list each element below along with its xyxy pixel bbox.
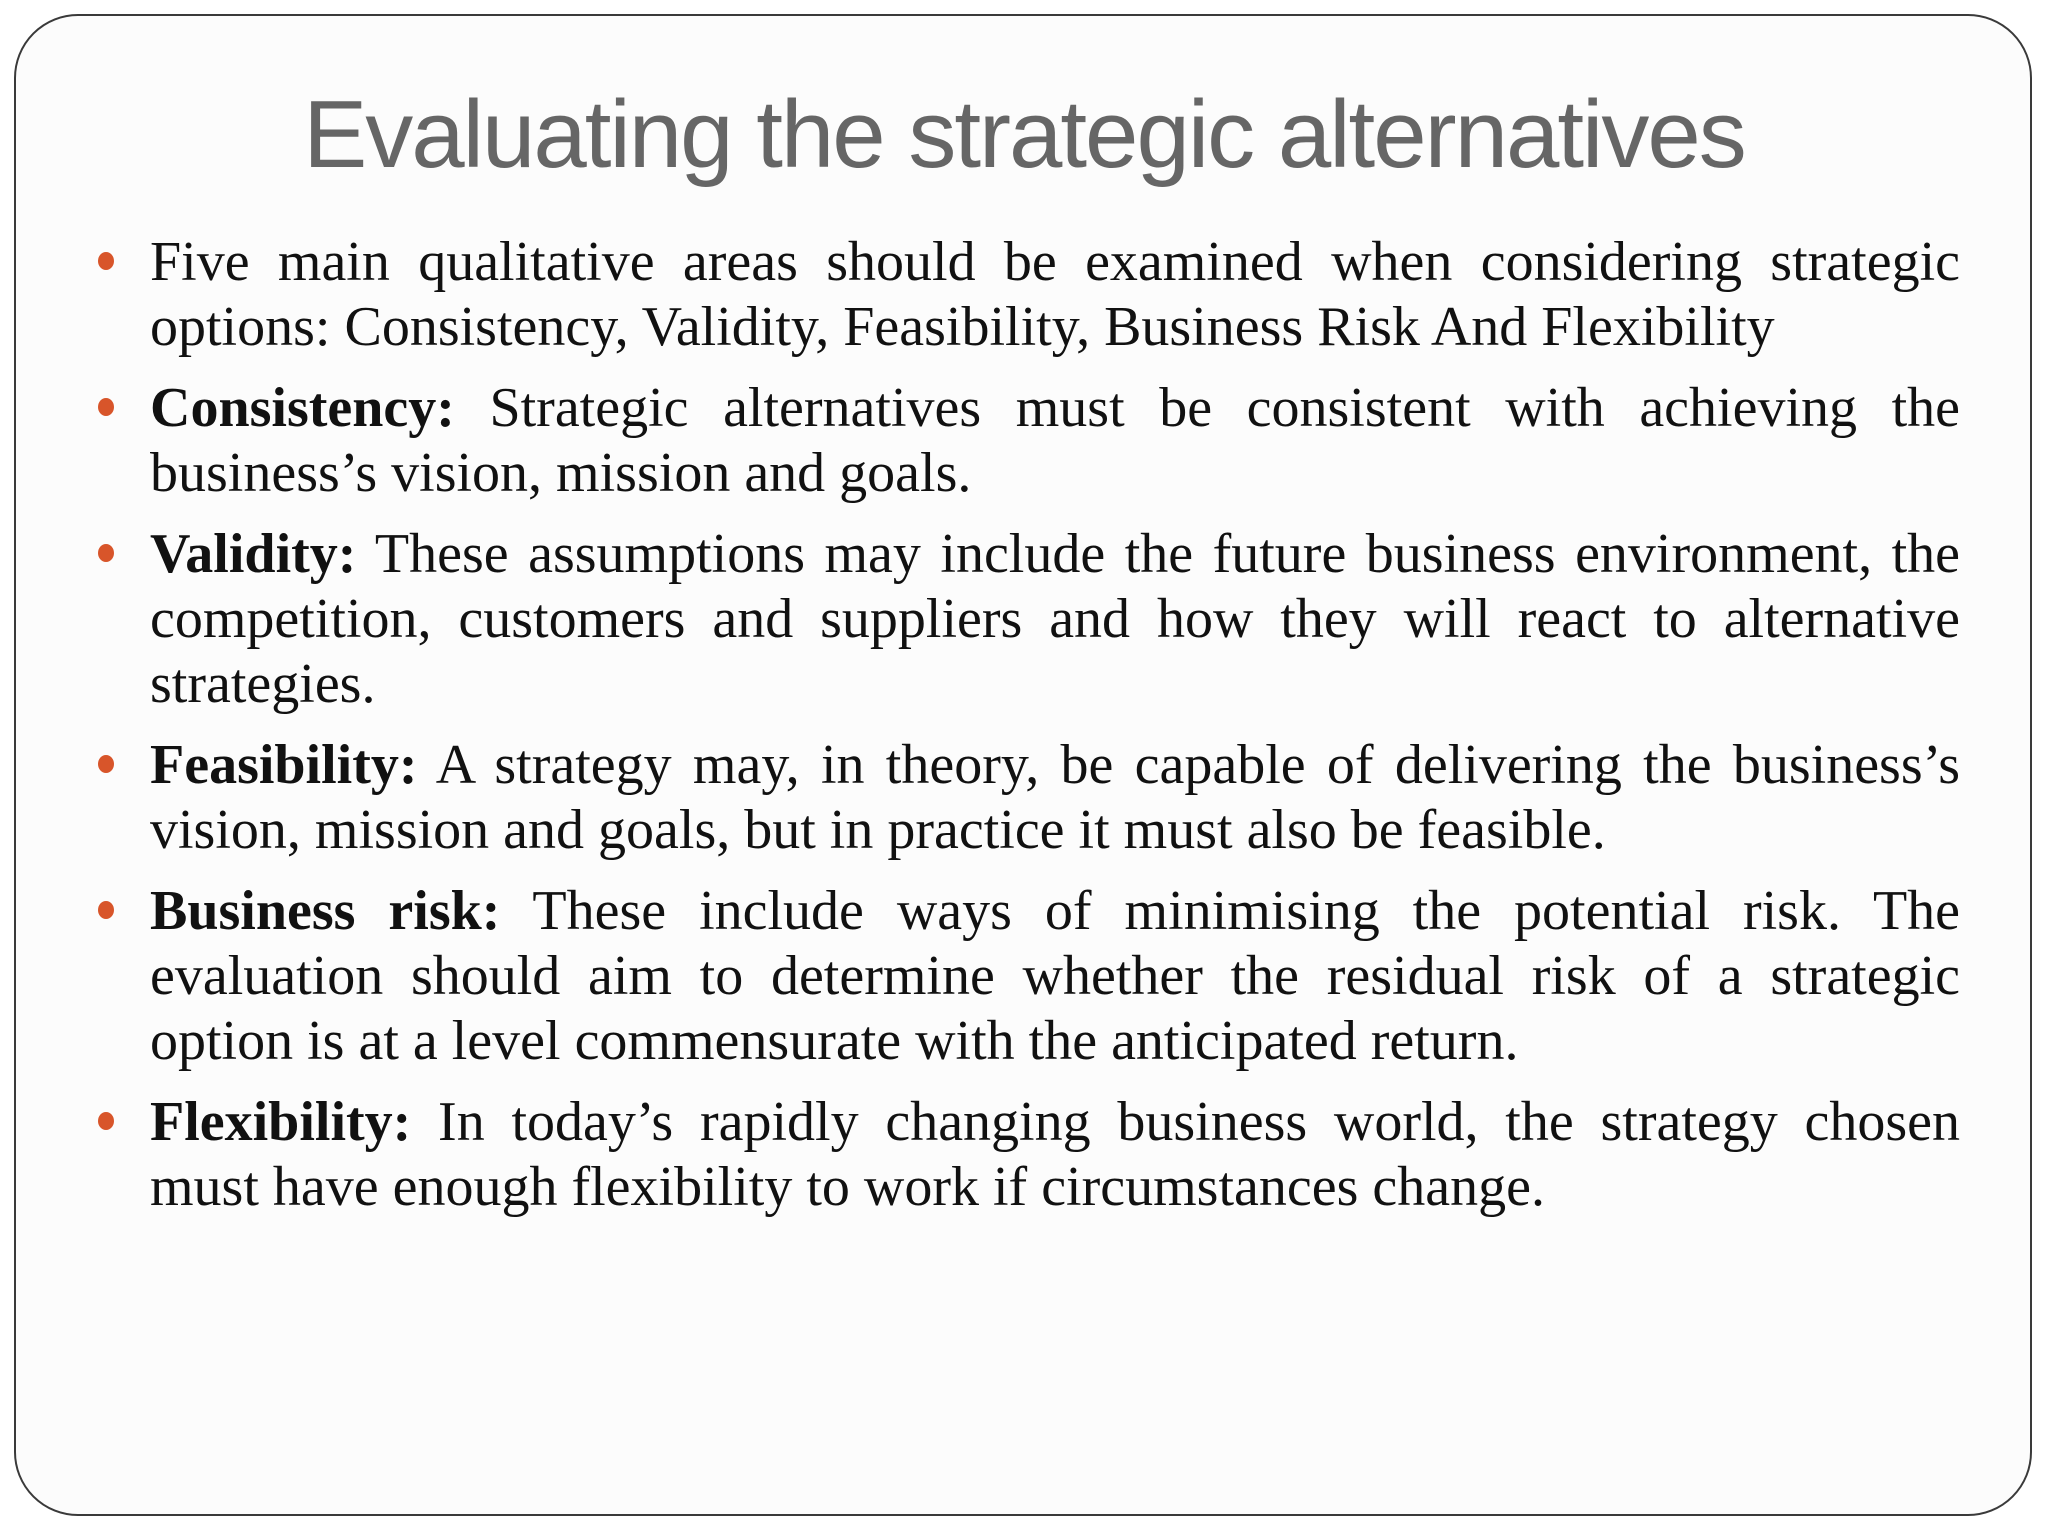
bullet-term: Feasibility:	[150, 734, 418, 796]
bullet-dot-icon	[98, 544, 114, 562]
bullet-item-feasibility	[150, 733, 1960, 863]
bullet-item-consistency	[150, 376, 1960, 506]
bullet-text: A strategy may, in theory, be capable of delivering the business’s vision, mission and goals, but in practice it must also be feasible.	[150, 734, 1960, 861]
bullet-text: These include ways of minimising the potential risk. The evaluation should aim to determine whether the residual risk of a strategic option is at a level commensurate with the anticipated return.	[150, 880, 1961, 1072]
bullet-text: Strategic alternatives must be consistent with achieving the business’s vision, mission and goals.	[150, 377, 1960, 504]
bullet-dot-icon	[98, 1112, 114, 1130]
slide-title: Evaluating the strategic alternatives	[303, 81, 1745, 188]
bullet-dot-icon	[98, 755, 114, 773]
bullet-text: In today’s rapidly changing business world, the strategy chosen must have enough flexibility to work if circumstances change.	[150, 1091, 1960, 1218]
bullet-dot-icon	[98, 398, 114, 416]
bullet-item-intro	[150, 230, 1960, 360]
bullet-dot-icon	[98, 901, 114, 919]
bullet-term: Validity:	[150, 523, 357, 585]
bullet-item-validity	[150, 522, 1960, 717]
bullet-dot-icon	[98, 252, 114, 270]
bullet-list	[150, 230, 1960, 1236]
bullet-item-flexibility	[150, 1090, 1960, 1220]
bullet-term: Business risk:	[150, 880, 501, 942]
bullet-term: Consistency:	[150, 377, 455, 439]
bullet-text: Five main qualitative areas should be examined when considering strategic options: Consistency, Validity, Feasibility, Business Risk And Flexibility	[150, 231, 1960, 358]
bullet-text: These assumptions may include the future business environment, the competition, customers and suppliers and how they will react to alternative strategies.	[150, 523, 1960, 715]
bullet-term: Flexibility:	[150, 1091, 412, 1153]
bullet-item-business-risk	[150, 879, 1960, 1074]
